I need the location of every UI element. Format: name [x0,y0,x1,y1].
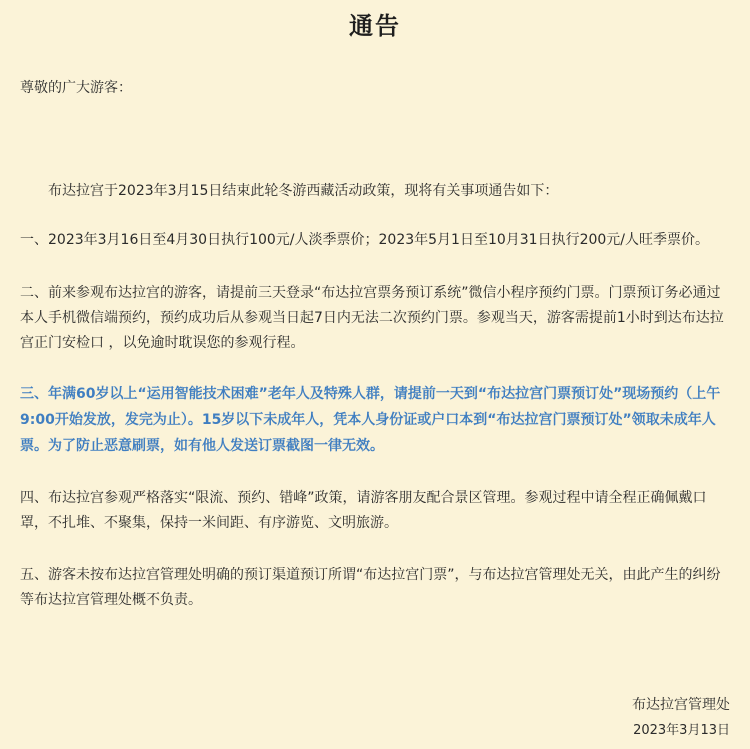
intro-paragraph: 布达拉宫于2023年3月15日结束此轮冬游西藏活动政策，现将有关事项通告如下： [48,183,559,199]
notice-title: 通告 [349,12,401,40]
notice-item-5: 五、游客未按布达拉宫管理处明确的预订渠道预订所谓“布达拉宫门票”，与布达拉宫管理处无关，由此产生的纠纷等布达拉宫管理处概不负责。 [20,567,721,608]
notice-item-4: 四、布达拉宫参观严格落实“限流、预约、错峰”政策，请游客朋友配合景区管理。参观过程中请全程正确佩戴口罩，不扎堆、不聚集，保持一米间距、有序游览、文明旅游。 [20,490,707,531]
salutation: 尊敬的广大游客： [20,80,132,96]
signature-date: 2023年3月13日 [633,723,730,738]
notice-item-1: 一、2023年3月16日至4月30日执行100元/人淡季票价；2023年5月1日至10月31日执行200元/人旺季票价。 [20,232,710,248]
signature-organization: 布达拉宫管理处 [632,697,730,713]
notice-item-3-highlighted: 三、年满60岁以上“运用智能技术困难”老年人及特殊人群，请提前一天到“布达拉宫门票预订处”现场预约（上午9:00开始发放，发完为止）。15岁以下未成年人，凭本人身份证或户口本到“布达拉宫门票预订处”领取未成年人票。为了防止恶意刷票，如有他人发送订票截图一律无效。 [20,386,721,454]
notice-item-2: 二、前来参观布达拉宫的游客，请提前三天登录“布达拉宫票务预订系统”微信小程序预约门票。门票预订务必通过本人手机微信端预约，预约成功后从参观当日起7日内无法二次预约门票。参观当天，游客需提前1小时到达布达拉宫正门安检口 ，以免逾时耽误您的参观行程。 [20,285,724,351]
